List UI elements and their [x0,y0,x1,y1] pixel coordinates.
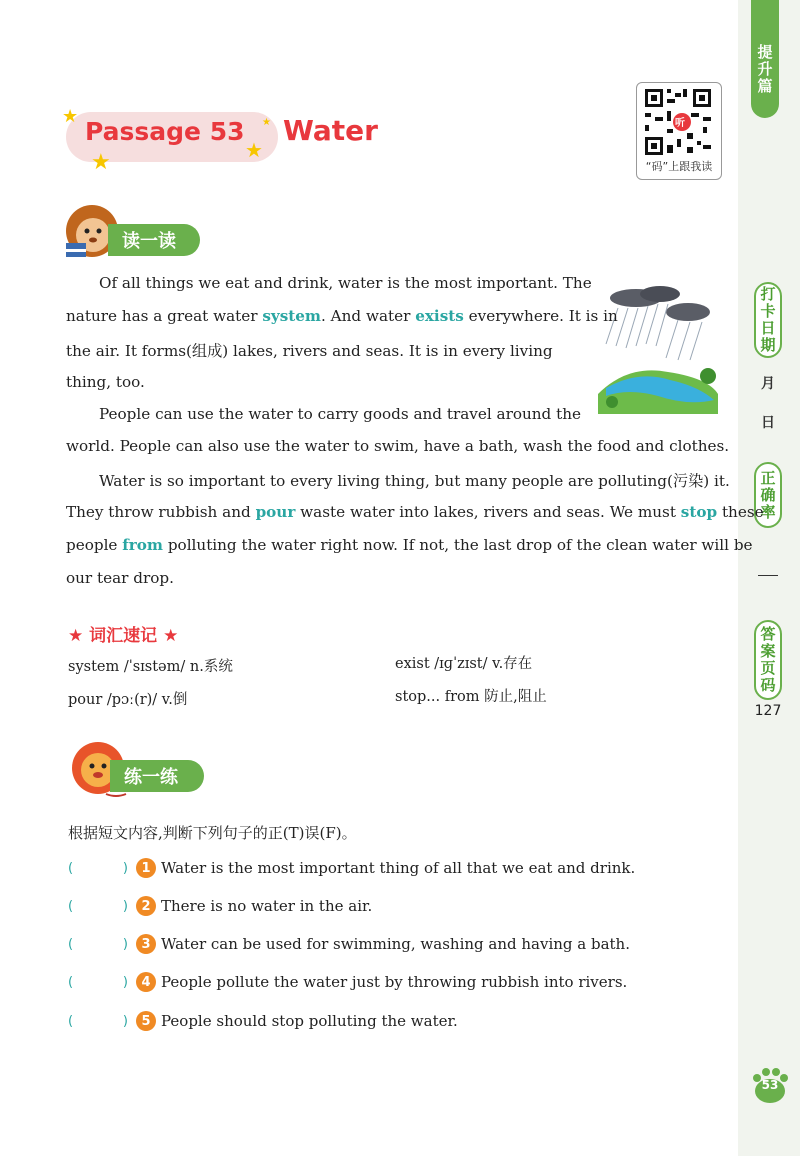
question-number: 3 [136,934,156,954]
question-row [68,933,630,955]
question-row [68,857,635,879]
answer-blank[interactable]: ( ) [68,898,128,914]
question-number: 5 [136,1011,156,1031]
passage-line: People can use the water to carry goods and travel around the [99,405,581,423]
question-number: 4 [136,972,156,992]
question-text: Water can be used for swimming, washing and having a bath. [161,935,630,953]
question-text: People should stop polluting the water. [161,1012,458,1030]
question-text: People pollute the water just by throwing rubbish into rivers. [161,973,628,991]
question-row [68,1010,458,1032]
question-number: 1 [136,858,156,878]
section-read-banner: 读一读 [108,224,200,256]
keyword-system: system [262,307,322,325]
keyword-from: from [122,536,163,554]
rain-river-illustration [598,284,724,414]
vocab-item: system /ˈsɪstəm/ n.系统 [68,659,233,675]
side-strip [738,0,800,1156]
accuracy-label: 正确率 [754,462,782,528]
keyword-pour: pour [255,503,296,521]
question-row [68,971,627,993]
answer-page-number: 127 [754,703,782,719]
keyword-exists: exists [415,307,464,325]
question-text: There is no water in the air. [161,897,373,915]
question-row [68,895,372,917]
answer-blank[interactable]: ( ) [68,936,128,952]
vocab-title: ★ 词汇速记 ★ [68,626,179,646]
answer-blank[interactable]: ( ) [68,974,128,990]
answer-page-label: 答案页码 [754,620,782,700]
passage-line: thing, too. [66,373,145,391]
keyword-stop: stop [680,503,718,521]
section-tab: 提升篇 [751,0,779,118]
star-icon: ★ [245,138,263,162]
passage-line: world. People can also use the water to swim, have a bath, wash the food and clothes. [66,437,730,455]
qr-caption: “码”上跟我读 [645,160,713,173]
passage-line: They throw rubbish and pour waste water into lakes, rivers and seas. We must stop these [66,503,764,521]
vocab-item: stop... from 防止,阻止 [395,689,547,705]
page-title: Water [283,114,378,147]
question-number: 2 [136,896,156,916]
passage-line: Water is so important to every living thing, but many people are polluting(污染) it. [99,472,730,490]
star-icon: ★ [262,117,271,128]
passage-line: Of all things we eat and drink, water is the most important. The [99,274,592,292]
passage-line: our tear drop. [66,569,174,587]
passage-label: Passage 53 [85,117,245,146]
vocab-item: exist /ɪɡˈzɪst/ v.存在 [395,656,533,672]
qr-badge: 听 [675,118,685,129]
star-icon: ★ [62,106,79,127]
section-practice-banner: 练一练 [110,760,204,792]
accuracy-blank [758,575,778,576]
star-icon: ★ [91,150,111,175]
page-number: 53 [761,1078,779,1092]
passage-line: nature has a great water system. And water exists everywhere. It is in [66,307,618,325]
month-label: 月 [761,376,775,392]
answer-blank[interactable]: ( ) [68,1013,128,1029]
checkin-date-label: 打卡日期 [754,282,782,358]
answer-blank[interactable]: ( ) [68,860,128,876]
passage-line: people from polluting the water right now. If not, the last drop of the clean water will be [66,536,753,554]
passage-line: the air. It forms(组成) lakes, rivers and seas. It is in every living [66,342,553,360]
day-label: 日 [761,415,775,431]
question-text: Water is the most important thing of all that we eat and drink. [161,859,636,877]
vocab-item: pour /pɔː(r)/ v.倒 [68,692,188,708]
exercise-instruction: 根据短文内容,判断下列句子的正(T)误(F)。 [68,824,357,842]
